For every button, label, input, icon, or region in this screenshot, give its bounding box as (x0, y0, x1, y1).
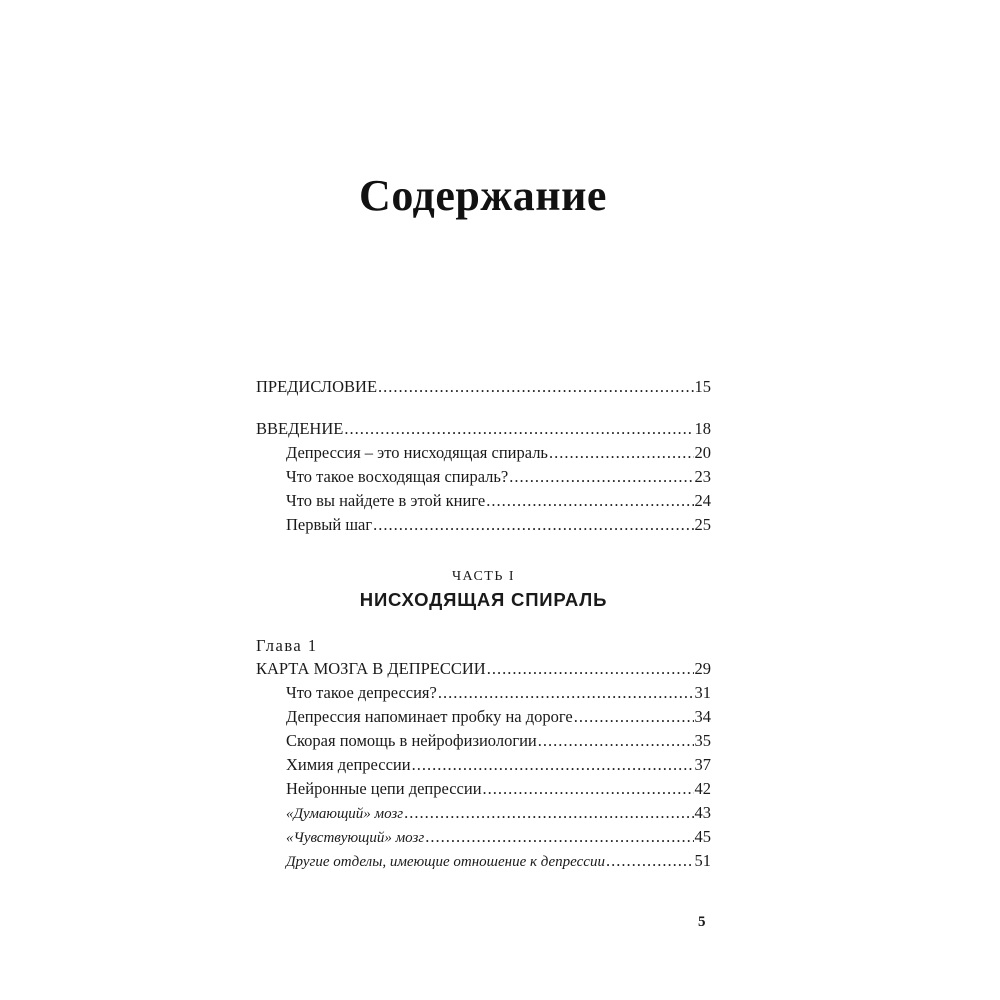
toc-entry-page: 51 (694, 851, 711, 870)
toc-entry-label: «Думающий» мозг (286, 806, 404, 822)
toc-entry-label: КАРТА МОЗГА В ДЕПРЕССИИ (256, 659, 486, 678)
dot-leader (483, 777, 694, 801)
toc-subentry[interactable] (256, 489, 711, 513)
toc-subentry[interactable] (256, 465, 711, 489)
toc-entry-page: 31 (694, 683, 711, 702)
toc-entry-label: «Чувствующий» мозг (286, 830, 425, 846)
dot-leader (509, 465, 693, 489)
toc-entry-label: Что такое депрессия? (286, 683, 437, 702)
toc-subentry[interactable] (256, 801, 711, 825)
chapter-label: Глава 1 (256, 636, 318, 655)
dot-leader (373, 513, 693, 537)
toc-subentry[interactable] (256, 441, 711, 465)
toc-entry-label: ВВЕДЕНИЕ (256, 419, 344, 438)
dot-leader (487, 657, 694, 681)
toc-entry-label: Химия депрессии (286, 755, 411, 774)
toc-entry-page: 42 (694, 779, 711, 798)
dot-leader (378, 375, 693, 399)
toc-entry-page: 29 (694, 659, 711, 678)
part-number: ЧАСТЬ I (451, 569, 516, 584)
toc-entry-label: Депрессия напоминает пробку на дороге (286, 707, 573, 726)
dot-leader (538, 729, 694, 753)
toc-subentry[interactable] (256, 729, 711, 753)
toc-subentry[interactable] (256, 513, 711, 537)
toc-subentry[interactable] (256, 777, 711, 801)
toc-entry-page: 43 (694, 803, 711, 822)
toc-entry-page: 20 (694, 443, 711, 462)
toc-entry-page: 15 (694, 377, 711, 396)
table-of-contents (256, 375, 711, 873)
dot-leader (438, 681, 694, 705)
toc-entry-preface[interactable] (256, 375, 711, 399)
dot-leader (574, 705, 694, 729)
toc-entry-label: Нейронные цепи депрессии (286, 779, 482, 798)
dot-leader (486, 489, 693, 513)
part-header (256, 567, 711, 613)
toc-entry-page: 24 (694, 491, 711, 510)
dot-leader (412, 753, 694, 777)
toc-entry-page: 25 (694, 515, 711, 534)
toc-entry-page: 35 (694, 731, 711, 750)
toc-entry-page: 45 (694, 827, 711, 846)
toc-entry-page: 18 (694, 419, 711, 438)
dot-leader (404, 801, 693, 825)
toc-entry-label: Другие отделы, имеющие отношение к депрессии (286, 854, 605, 870)
toc-entry-label: Первый шаг (286, 515, 373, 534)
dot-leader (606, 849, 694, 873)
toc-subentry[interactable] (256, 705, 711, 729)
dot-leader (425, 825, 693, 849)
toc-entry-label: Депрессия – это нисходящая спираль (286, 443, 548, 462)
toc-entry-chapter-1[interactable] (256, 657, 711, 681)
toc-subentry[interactable] (256, 849, 711, 873)
toc-entry-label: Что вы найдете в этой книге (286, 491, 486, 510)
toc-entry-introduction[interactable] (256, 417, 711, 441)
toc-entry-page: 23 (694, 467, 711, 486)
part-title: НИСХОДЯЩАЯ СПИРАЛЬ (359, 589, 608, 610)
toc-entry-label: Что такое восходящая спираль? (286, 467, 509, 486)
toc-entry-page: 34 (694, 707, 711, 726)
toc-entry-label: Скорая помощь в нейрофизиологии (286, 731, 537, 750)
toc-entry-label: ПРЕДИСЛОВИЕ (256, 377, 378, 396)
toc-subentry[interactable] (256, 681, 711, 705)
toc-entry-page: 37 (694, 755, 711, 774)
dot-leader (549, 441, 694, 465)
dot-leader (344, 417, 693, 441)
toc-subentry[interactable] (256, 825, 711, 849)
page-title: Содержание (359, 171, 607, 220)
toc-subentry[interactable] (256, 753, 711, 777)
page-number: 5 (698, 914, 706, 930)
